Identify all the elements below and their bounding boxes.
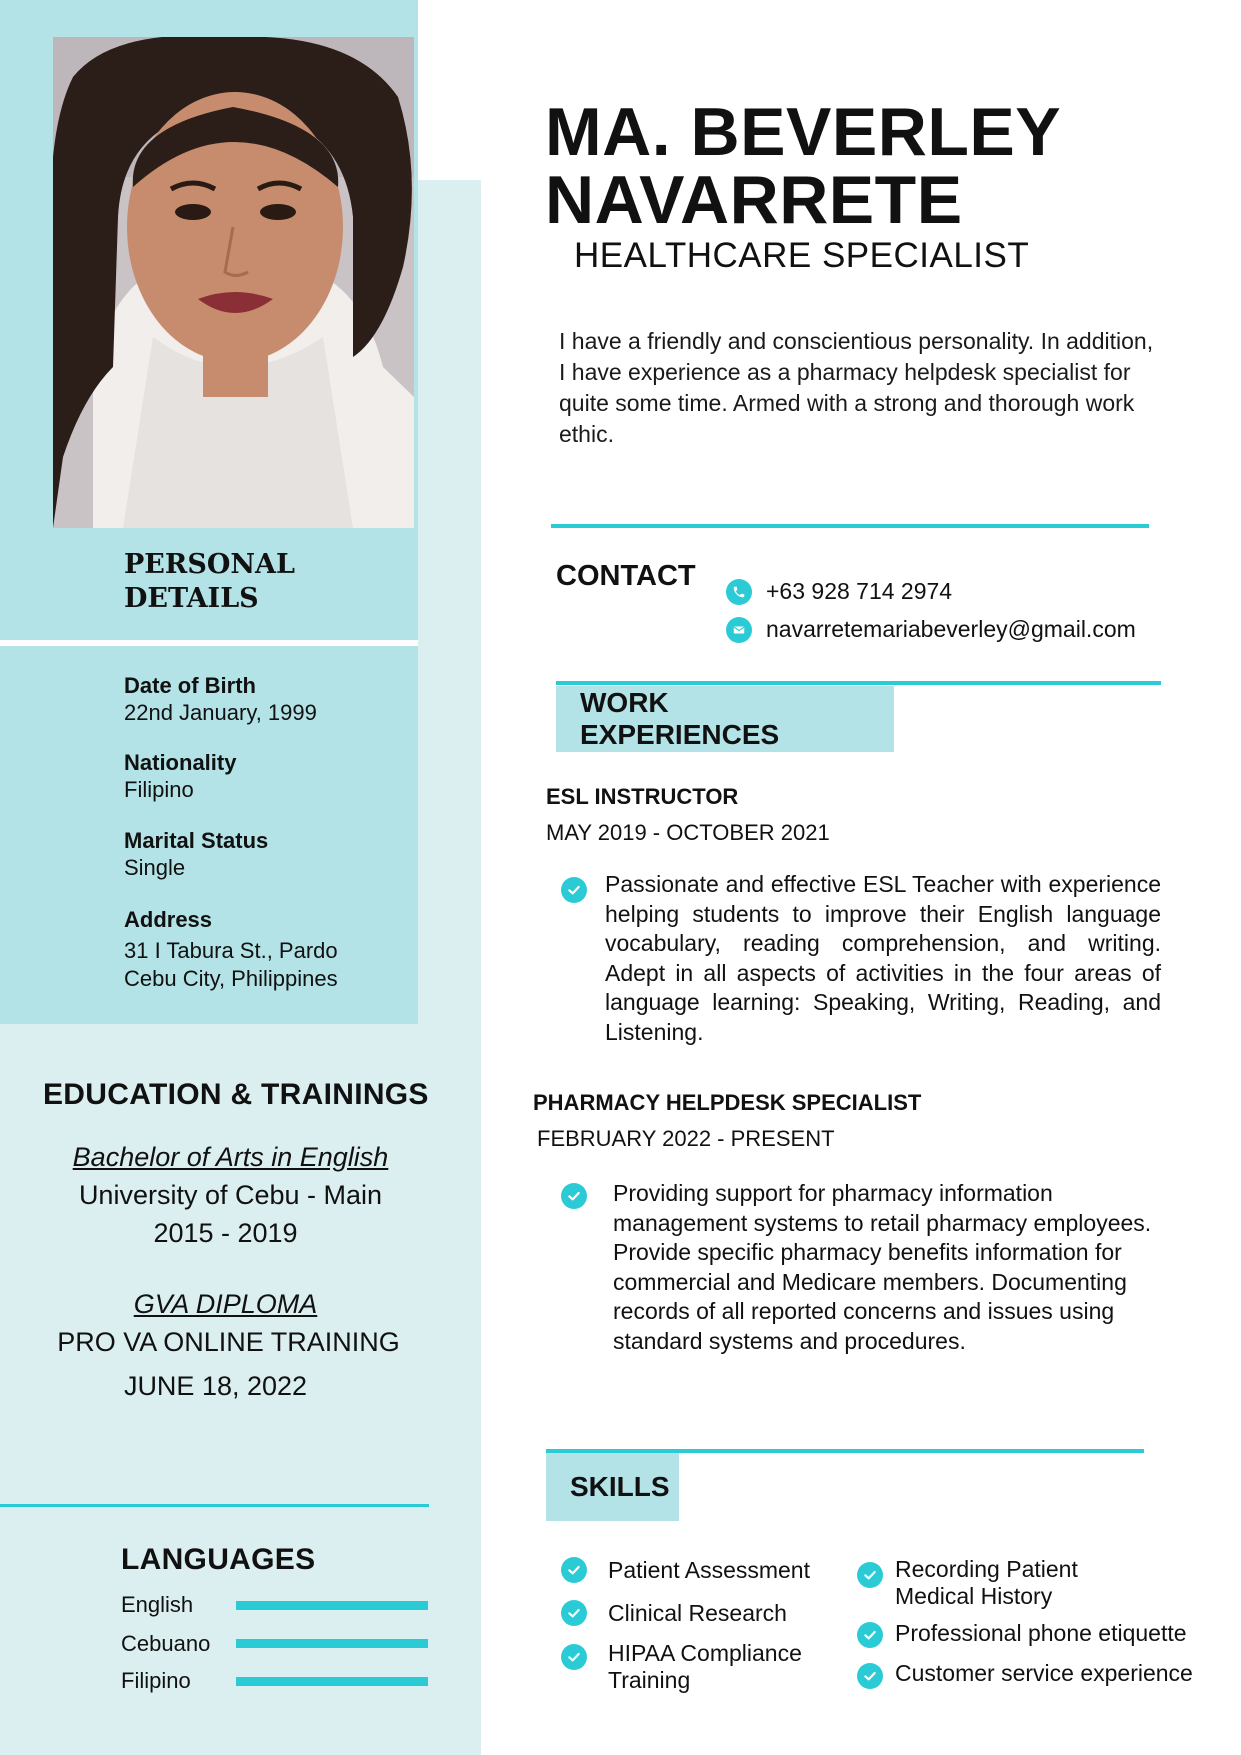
dob-block	[124, 673, 317, 727]
contact-heading: CONTACT	[556, 560, 696, 592]
education-heading: EDUCATION & TRAININGS	[43, 1078, 429, 1111]
skill-item: Recording Patient Medical History	[895, 1556, 1078, 1609]
language-cebuano: Cebuano	[121, 1631, 211, 1656]
phone-icon	[726, 579, 752, 605]
summary-divider	[551, 524, 1149, 528]
address-label: Address	[124, 907, 213, 932]
language-cebuano-bar	[236, 1639, 428, 1648]
language-filipino: Filipino	[121, 1668, 191, 1693]
profile-summary: I have a friendly and conscientious personality. In addition, I have experience as a pharmacy helpdesk specialist for quite some time. Armed with a strong and thorough work ethic.	[559, 328, 1154, 447]
marital-block	[124, 828, 268, 882]
address-block	[124, 907, 338, 993]
marital-label: Marital Status	[124, 828, 269, 853]
skill-item: HIPAA Compliance Training	[608, 1640, 802, 1693]
address-line2: Cebu City, Philippines	[124, 966, 338, 991]
training-provider: PRO VA ONLINE TRAINING	[57, 1327, 400, 1357]
marital-value: Single	[124, 855, 186, 880]
check-icon	[857, 1663, 883, 1689]
dob-label: Date of Birth	[124, 673, 256, 698]
panel-divider	[0, 640, 418, 646]
language-english: English	[121, 1592, 194, 1617]
education-dates: 2015 - 2019	[153, 1218, 298, 1248]
languages-heading: LANGUAGES	[121, 1543, 316, 1576]
address-line1: 31 I Tabura St., Pardo	[124, 938, 338, 963]
skill-item: Clinical Research	[608, 1600, 787, 1626]
job-title-heading: HEALTHCARE SPECIALIST	[574, 236, 1030, 275]
phone-number[interactable]: +63 928 714 2974	[766, 578, 953, 604]
language-filipino-bar	[236, 1677, 428, 1686]
check-icon	[561, 1600, 587, 1626]
job2-dates: FEBRUARY 2022 - PRESENT	[537, 1126, 835, 1151]
name-line2: NAVARRETE	[545, 162, 963, 238]
personal-details-heading-line1: PERSONAL	[124, 549, 295, 580]
training-date: JUNE 18, 2022	[123, 1371, 308, 1401]
skill-item: Patient Assessment	[608, 1557, 810, 1583]
job2-title: PHARMACY HELPDESK SPECIALIST	[533, 1090, 922, 1115]
language-english-bar	[236, 1601, 428, 1610]
personal-details-heading-line2: DETAILS	[124, 583, 259, 614]
training-name: GVA DIPLOMA	[133, 1289, 318, 1319]
nationality-label: Nationality	[124, 750, 237, 775]
education-degree: Bachelor of Arts in English	[72, 1142, 389, 1172]
skill-item: Customer service experience	[895, 1660, 1193, 1686]
skills-heading: SKILLS	[546, 1453, 679, 1521]
profile-photo	[53, 37, 414, 528]
contact-email	[726, 616, 1136, 643]
contact-phone	[726, 578, 952, 605]
name-line1: MA. BEVERLEY	[545, 94, 1062, 170]
check-icon	[561, 1183, 587, 1209]
work-experiences-heading: WORK EXPERIENCES	[556, 686, 894, 752]
contact-divider	[556, 681, 1161, 685]
check-icon	[857, 1622, 883, 1648]
dob-value: 22nd January, 1999	[124, 700, 317, 725]
name-heading	[545, 94, 1062, 238]
email-address[interactable]: navarretemariabeverley@gmail.com	[766, 616, 1136, 642]
job2-description: Providing support for pharmacy information management systems to retail pharmacy employees. Provide specific pharmacy benefits information for commercial and Medicare members. Documenting records of all reported concerns and issues using standard systems and procedures.	[613, 1180, 1152, 1354]
education-school: University of Cebu - Main	[78, 1180, 383, 1210]
check-icon	[561, 877, 587, 903]
nationality-block	[124, 750, 236, 804]
job1-title: ESL INSTRUCTOR	[546, 784, 739, 809]
check-icon	[561, 1557, 587, 1583]
job1-description: Passionate and effective ESL Teacher with experience helping students to improve their English language vocabulary, reading comprehension, and writing. Adept in all aspects of activities in the four areas of language learning: Speaking, Writing, Reading, and Listening.	[605, 871, 1161, 1045]
nationality-value: Filipino	[124, 777, 194, 802]
mail-icon	[726, 617, 752, 643]
languages-divider	[0, 1504, 429, 1507]
check-icon	[857, 1562, 883, 1588]
personal-details-heading	[124, 548, 295, 616]
check-icon	[561, 1644, 587, 1670]
job1-dates: MAY 2019 - OCTOBER 2021	[546, 820, 830, 845]
skill-item: Professional phone etiquette	[895, 1620, 1187, 1646]
